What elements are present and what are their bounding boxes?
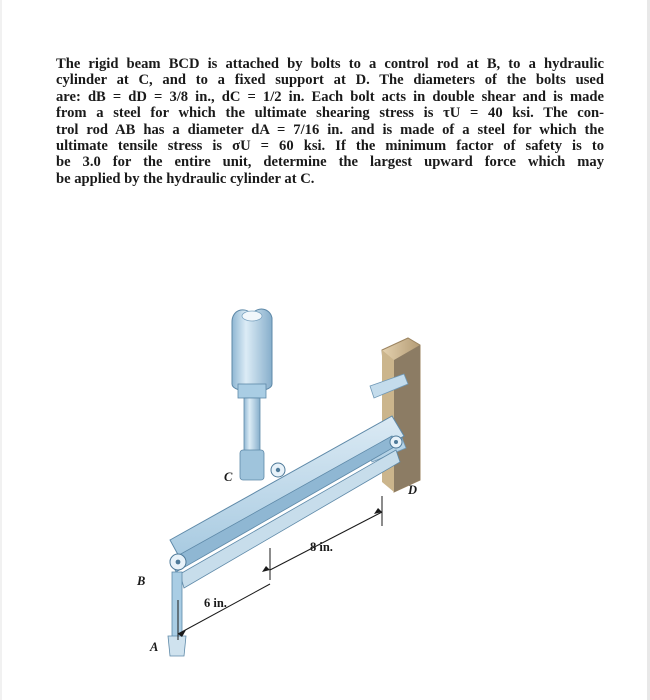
dimension-8in: 8 in. [310, 540, 333, 554]
problem-line: trol rod AB has a diameter dA = 7/16 in. and is made of a steel for which the [56, 121, 604, 138]
problem-line: are: dB = dD = 3/8 in., dC = 1/2 in. Each bolt acts in double shear and is made [56, 88, 604, 105]
problem-statement [56, 56, 604, 187]
label-d: D [408, 483, 418, 497]
problem-line: The rigid beam BCD is attached by bolts to a control rod at B, to a hydraulic [56, 56, 604, 72]
label-c: C [224, 470, 233, 484]
bolt-c [271, 463, 285, 477]
bolt-b [170, 554, 186, 570]
beam-figure [120, 300, 460, 680]
problem-line: be 3.0 for the entire unit, determine the largest upward force which may [56, 154, 604, 171]
problem-line: from a steel for which the ultimate shearing stress is τU = 40 ksi. The con- [56, 105, 604, 122]
problem-line: be applied by the hydraulic cylinder at C. [56, 170, 315, 187]
bolt-d [390, 436, 402, 448]
rigid-beam [170, 416, 404, 588]
problem-line: ultimate tensile stress is σU = 60 ksi. If the minimum factor of safety is to [56, 138, 604, 155]
problem-line: cylinder at C, and to a fixed support at D. The diameters of the bolts used [56, 72, 604, 89]
label-a: A [150, 640, 159, 654]
page-left-edge [0, 0, 2, 700]
label-b: B [137, 574, 146, 588]
hydraulic-cylinder [232, 309, 272, 480]
dimension-6in: 6 in. [204, 596, 227, 610]
